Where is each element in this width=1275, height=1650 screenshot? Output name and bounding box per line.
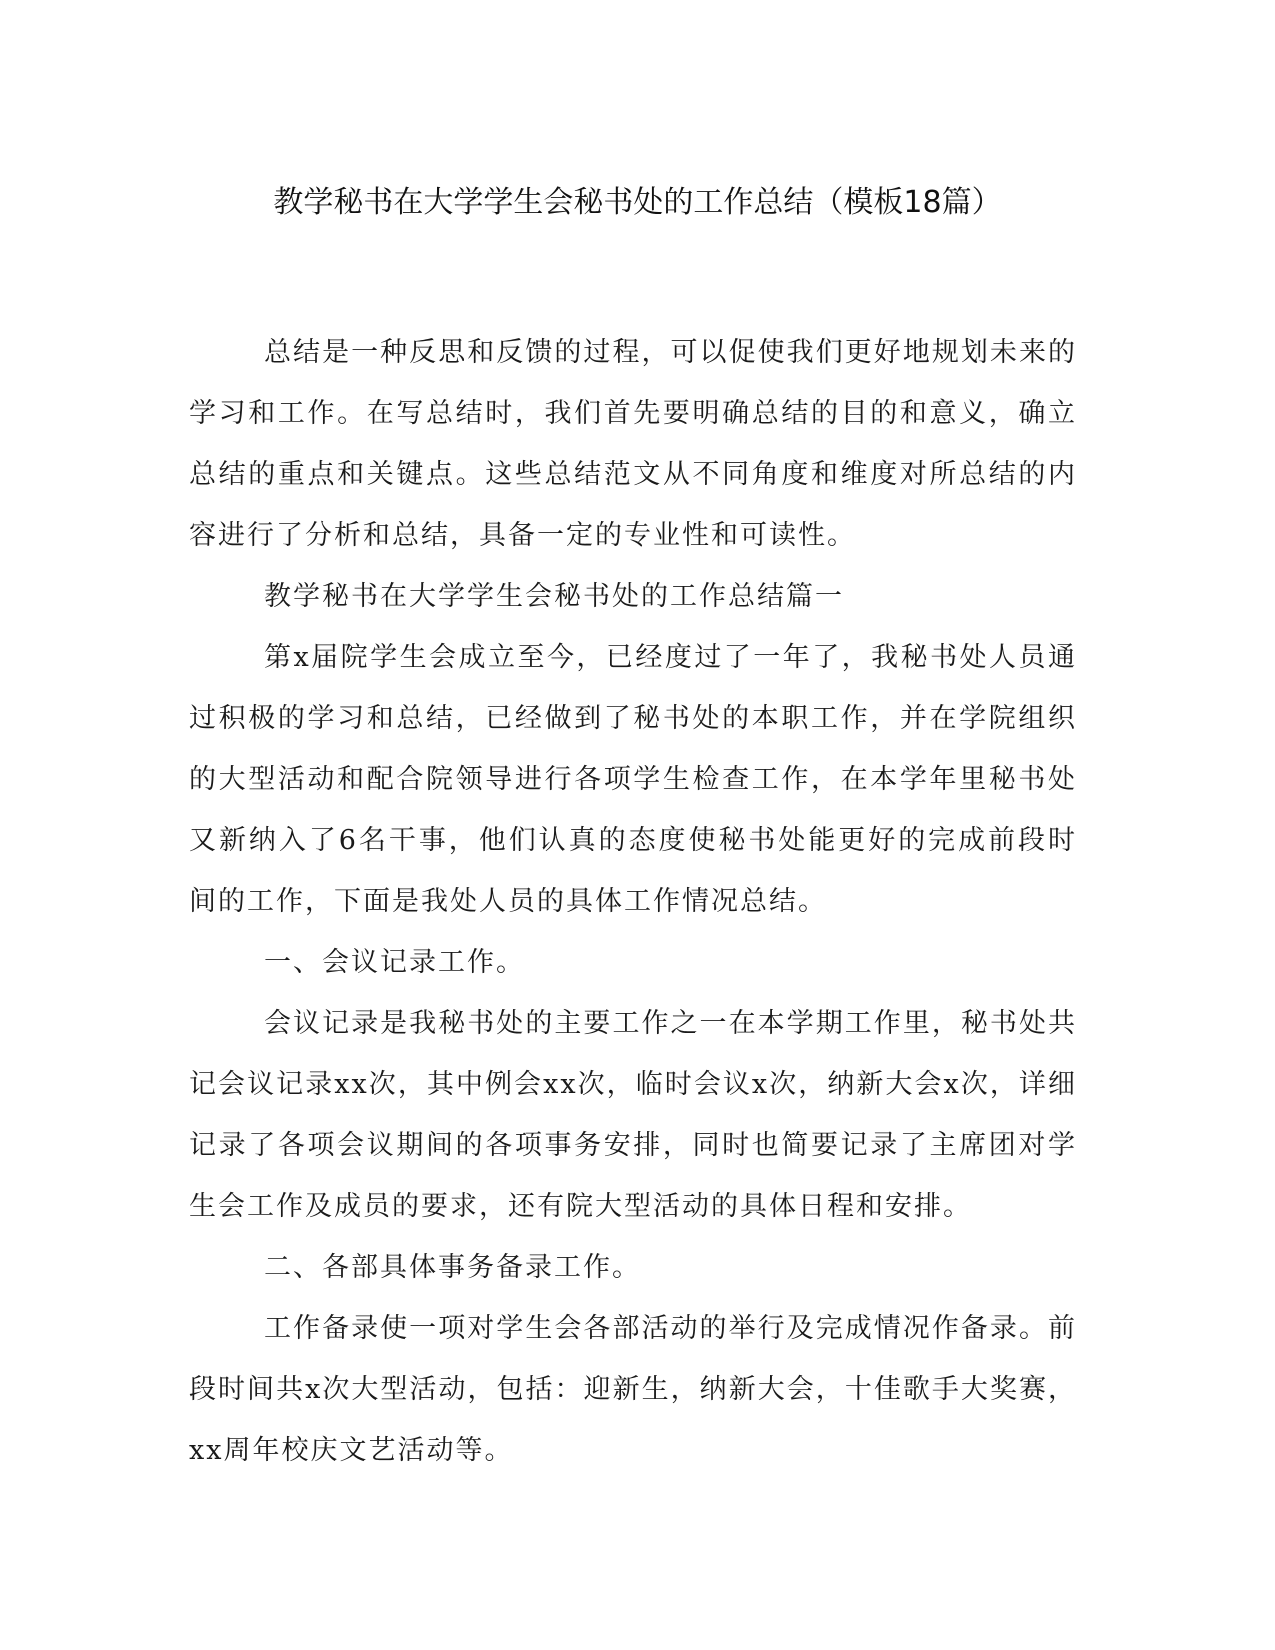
document-body (189, 322, 1077, 1481)
body-paragraph: 工作备录使一项对学生会各部活动的举行及完成情况作备录。前段时间共x次大型活动，包括：迎新生，纳新大会，十佳歌手大奖赛，xx周年校庆文艺活动等。 (189, 1313, 1077, 1466)
body-paragraph: 会议记录是我秘书处的主要工作之一在本学期工作里，秘书处共记会议记录xx次，其中例会xx次，临时会议x次，纳新大会x次，详细记录了各项会议期间的各项事务安排，同时也简要记录了主席团对学生会工作及成员的要求，还有院大型活动的具体日程和安排。 (189, 1008, 1077, 1222)
section-heading-part-one: 教学秘书在大学学生会秘书处的工作总结篇一 (264, 581, 844, 612)
document-title: 教学秘书在大学学生会秘书处的工作总结（模板18篇） (273, 185, 1002, 220)
subheading-meeting-records: 一、会议记录工作。 (264, 947, 525, 978)
intro-paragraph: 总结是一种反思和反馈的过程，可以促使我们更好地规划未来的学习和工作。在写总结时，我们首先要明确总结的目的和意义，确立总结的重点和关键点。这些总结范文从不同角度和维度对所总结的内容进行了分析和总结，具备一定的专业性和可读性。 (189, 337, 1077, 551)
body-paragraph: 第x届院学生会成立至今，已经度过了一年了，我秘书处人员通过积极的学习和总结，已经做到了秘书处的本职工作，并在学院组织的大型活动和配合院领导进行各项学生检查工作，在本学年里秘书处又新纳入了6名干事，他们认真的态度使秘书处能更好的完成前段时间的工作，下面是我处人员的具体工作情况总结。 (189, 642, 1077, 917)
subheading-department-memos: 二、各部具体事务备录工作。 (264, 1252, 641, 1283)
